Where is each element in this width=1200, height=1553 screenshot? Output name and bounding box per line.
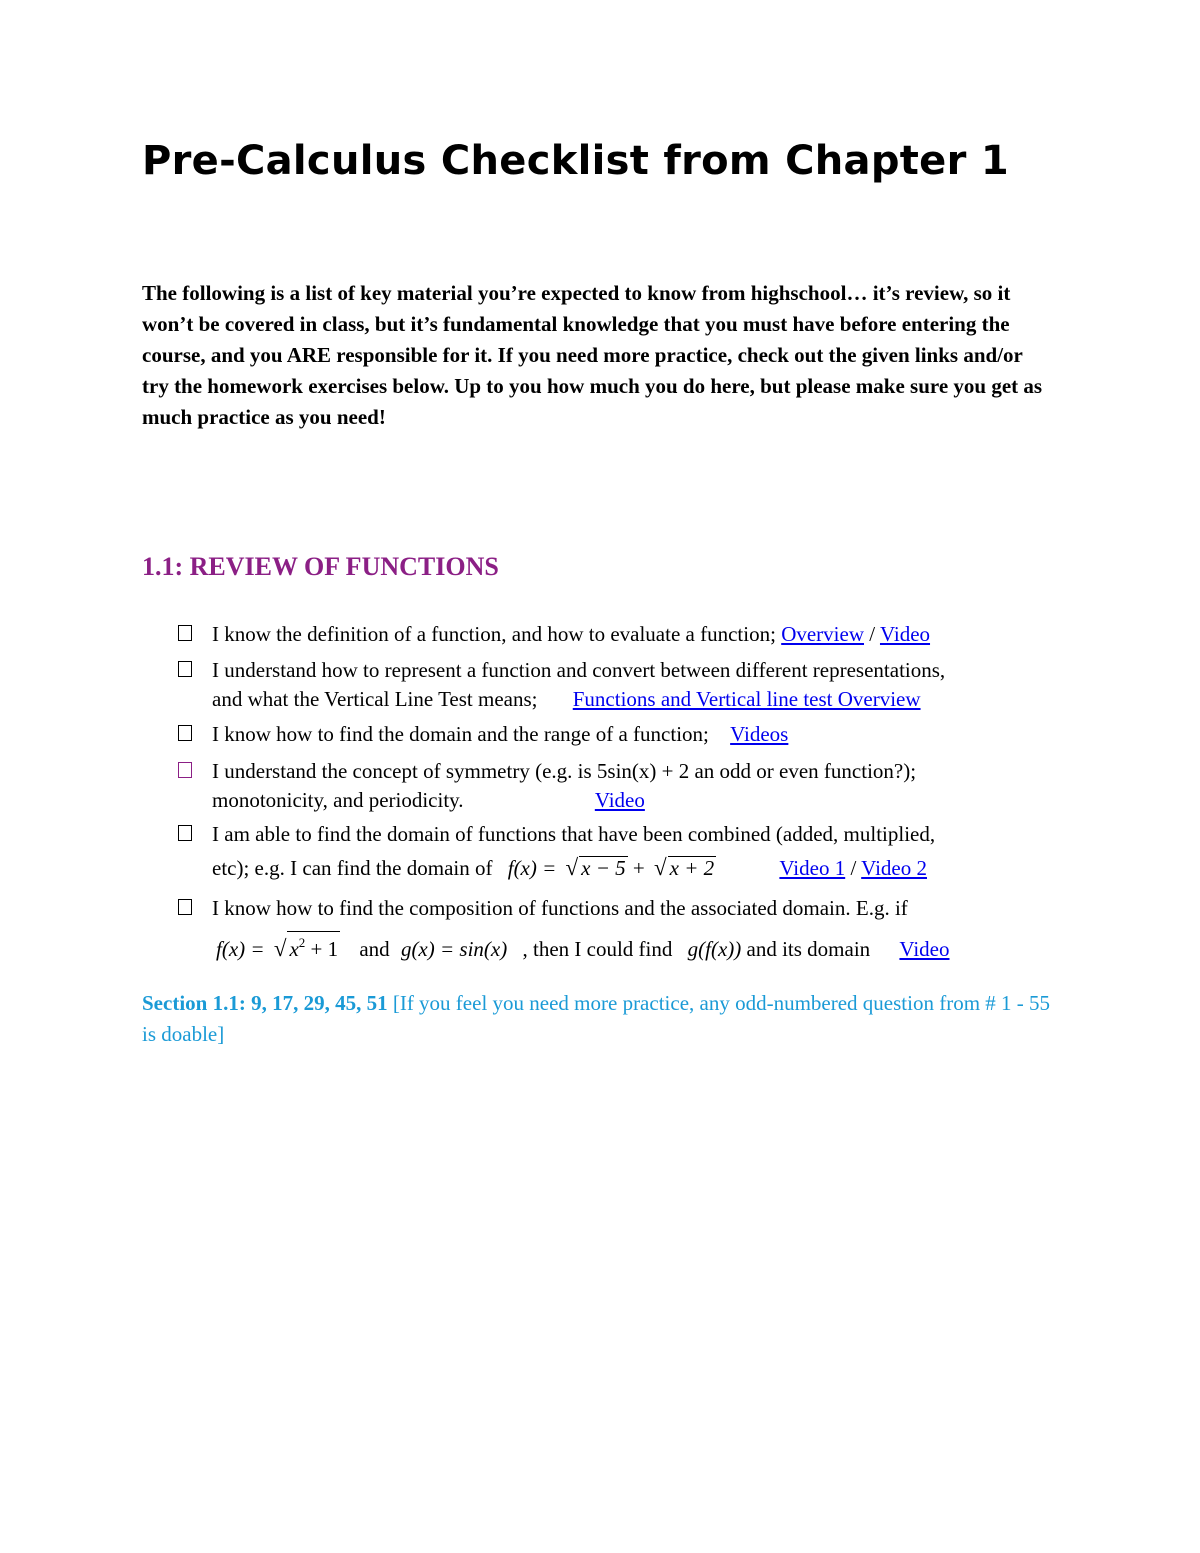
- video-link[interactable]: Video: [879, 622, 931, 646]
- g-formula: g(x) = sin(x): [400, 937, 508, 961]
- page-title: Pre-Calculus Checklist from Chapter 1: [142, 138, 1009, 184]
- overview-link[interactable]: Overview: [781, 622, 864, 646]
- checkbox[interactable]: [178, 762, 192, 778]
- link-separator: /: [850, 856, 857, 880]
- and-text: and: [359, 937, 390, 961]
- item-text: I know how to find the domain and the range of a function;: [212, 722, 709, 746]
- checkbox[interactable]: [178, 625, 192, 641]
- item-text: I know the definition of a function, and how to evaluate a function;: [212, 622, 776, 646]
- item-text: I am able to find the domain of functions that have been combined (added, multiplied,: [212, 822, 936, 846]
- domain-text: and its domain: [746, 937, 871, 961]
- domain-formula: f(x) = √ x − 5 + √ x + 2: [507, 855, 715, 880]
- item-text: I understand how to represent a function and convert between different representations,: [212, 658, 946, 682]
- then-text: , then I could find: [522, 937, 673, 961]
- item-text: etc); e.g. I can find the domain of: [212, 856, 493, 880]
- video-2-link[interactable]: Video 2: [861, 856, 927, 880]
- video-link[interactable]: Video: [594, 788, 645, 812]
- checkbox[interactable]: [178, 661, 192, 677]
- item-text: monotonicity, and periodicity.: [212, 788, 464, 812]
- checkbox[interactable]: [178, 725, 192, 741]
- item-text: I understand the concept of symmetry (e.g. is 5sin(x) + 2 an odd or even function?);: [212, 759, 917, 783]
- videos-link[interactable]: Videos: [730, 722, 789, 746]
- link-separator: /: [869, 622, 876, 646]
- item-text: I know how to find the composition of functions and the associated domain. E.g. if: [212, 896, 908, 920]
- functions-overview-link[interactable]: Functions and Vertical line test Overview: [572, 687, 921, 711]
- intro-paragraph: The following is a list of key material you’re expected to know from highschool… it’s review, so it won’t be covered in class, but it’s fundamental knowledge that you must have before entering the course, and you ARE responsible for it. If you need more practice, check out the given links and/or try the homework exercises below. Up to you how much you do here, but please make sure you get as much practice as you need!: [142, 281, 1043, 429]
- video-1-link[interactable]: Video 1: [779, 856, 846, 880]
- item-text: and what the Vertical Line Test means;: [212, 687, 538, 711]
- checkbox[interactable]: [178, 825, 192, 841]
- composition-formula: g(f(x)): [687, 937, 742, 961]
- f-formula: f(x) = √ $x^2 + 1$: [216, 937, 345, 961]
- section-heading: 1.1: REVIEW OF FUNCTIONS: [142, 552, 499, 581]
- video-link[interactable]: Video: [899, 937, 950, 961]
- practice-note: [If you feel you need more practice, any odd-numbered question from # 1 - 55 is doable]: [142, 991, 1051, 1046]
- checkbox[interactable]: [178, 899, 192, 915]
- practice-label: Section 1.1: 9, 17, 29, 45, 51: [142, 991, 388, 1015]
- practice-exercises: [142, 988, 1062, 1050]
